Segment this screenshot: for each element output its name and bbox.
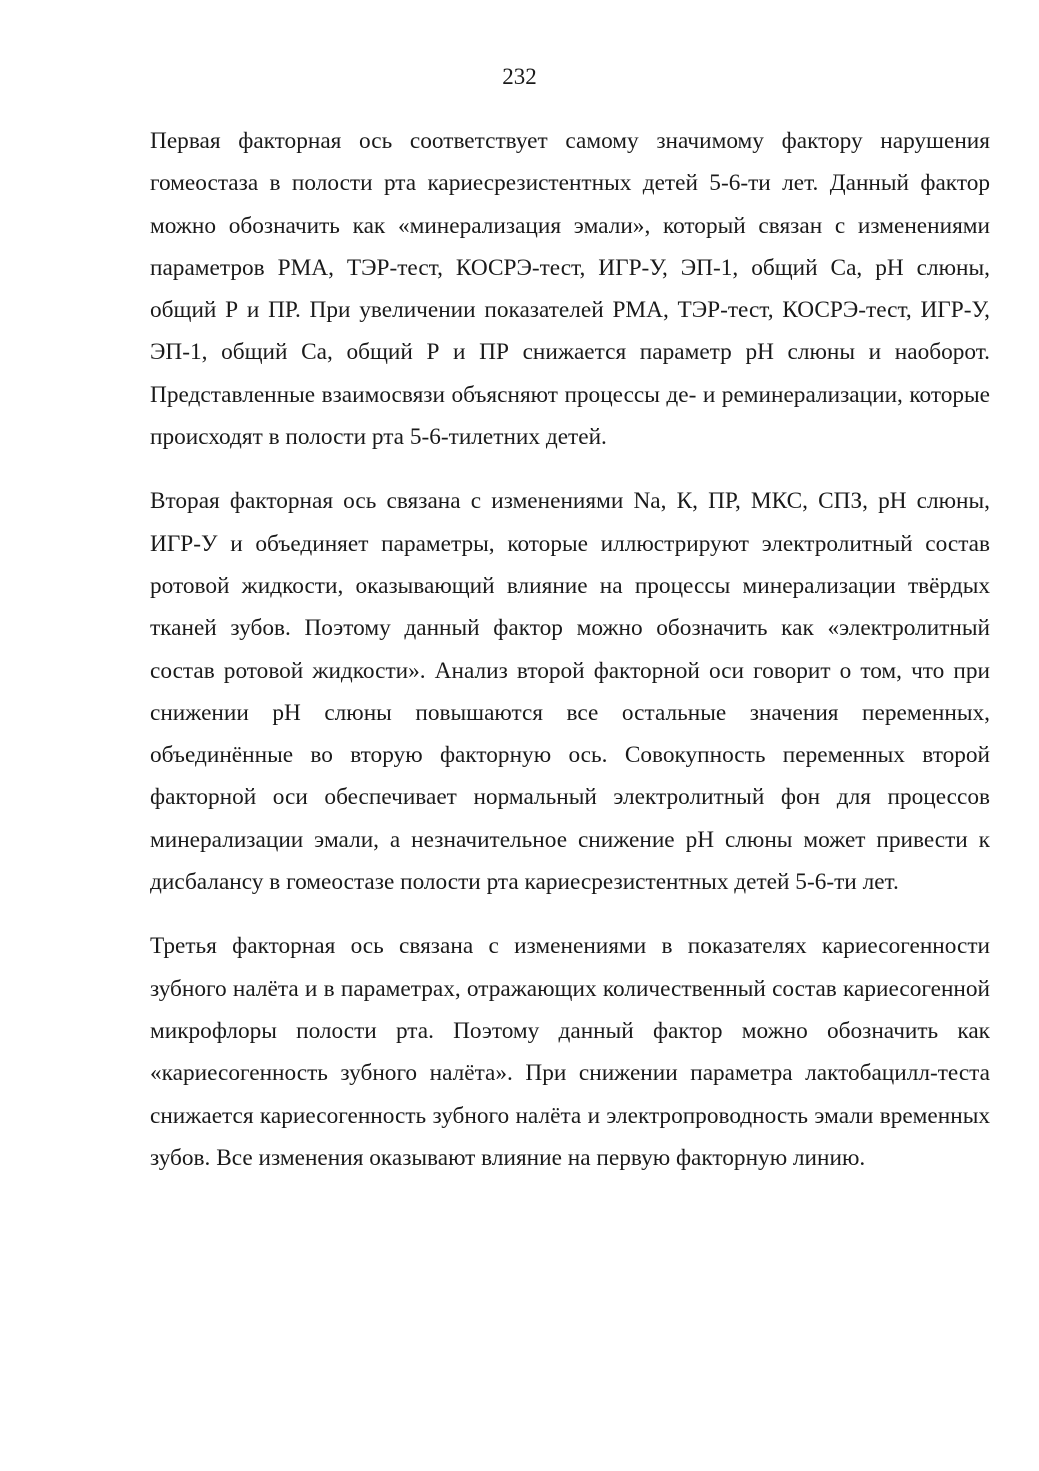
- paragraph-second-factor-axis: Вторая факторная ось связана с изменениями Na, К, ПР, МКС, СПЗ, рН слюны, ИГР-У и объединяет параметры, которые иллюстрируют электролитный состав ротовой жидкости, оказывающий влияние на процессы минерализации твёрдых тканей зубов. Поэтому данный фактор можно обозначить как «электролитный состав ротовой жидкости». Анализ второй факторной оси говорит о том, что при снижении рН слюны повышаются все остальные значения переменных, объединённые во вторую факторную ось. Совокупность переменных второй факторной оси обеспечивает нормальный электролитный фон для процессов минерализации эмали, а незначительное снижение рН слюны может привести к дисбалансу в гомеостазе полости рта кариесрезистентных детей 5-6-ти лет.: [150, 488, 990, 896]
- paragraph-third-factor-axis: Третья факторная ось связана с изменениями в показателях кариесогенности зубного налёта и в параметрах, отражающих количественный состав кариесогенной микрофлоры полости рта. Поэтому данный фактор можно обозначить как «кариесогенность зубного налёта». При снижении параметра лактобацилл-теста снижается кариесогенность зубного налёта и электропроводность эмали временных зубов. Все изменения оказывают влияние на первую факторную линию.: [150, 933, 990, 1171]
- page-number: 232: [502, 64, 537, 89]
- paragraph-first-factor-axis: Первая факторная ось соответствует самому значимому фактору нарушения гомеостаза в полости рта кариесрезистентных детей 5-6-ти лет. Данный фактор можно обозначить как «минерализация эмали», который связан с изменениями параметров РМА, ТЭР-тест, КОСРЭ-тест, ИГР-У, ЭП-1, общий Са, рН слюны, общий Р и ПР. При увеличении показателей РМА, ТЭР-тест, КОСРЭ-тест, ИГР-У, ЭП-1, общий Са, общий Р и ПР снижается параметр рН слюны и наоборот. Представленные взаимосвязи объясняют процессы де- и реминерализации, которые происходят в полости рта 5-6-тилетних детей.: [150, 128, 990, 451]
- body-text: [150, 120, 990, 1201]
